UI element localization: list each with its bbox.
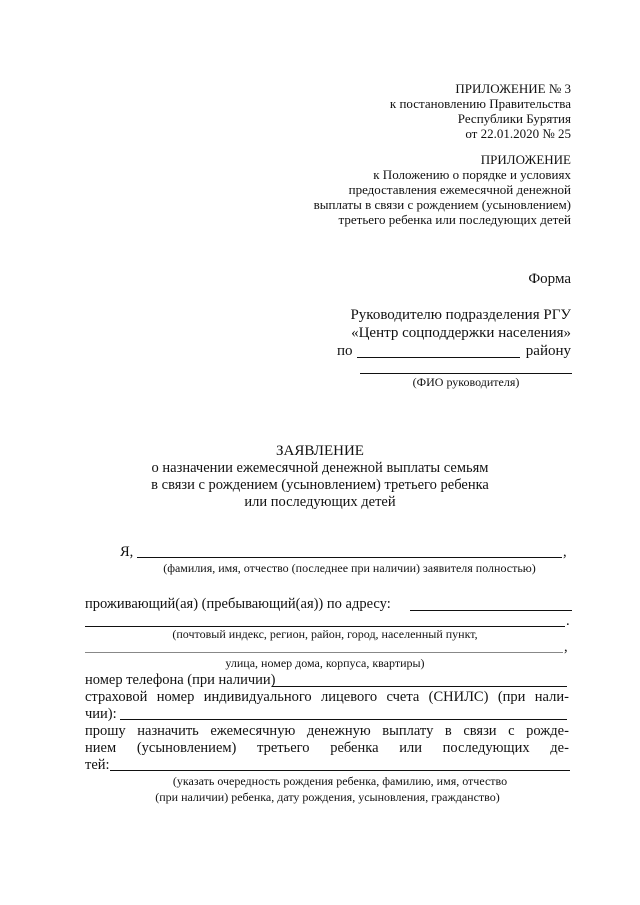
snils-word: счета — [386, 689, 420, 705]
request-word: рожде- — [526, 723, 569, 739]
phone-label: номер телефона (при наличии) — [85, 672, 276, 688]
street-hint: улица, номер дома, корпуса, квартиры) — [225, 656, 425, 670]
applicant-name-field[interactable] — [137, 557, 562, 558]
phone-field[interactable] — [272, 686, 567, 687]
head-name-field[interactable] — [360, 373, 572, 374]
appendix3-line1: ПРИЛОЖЕНИЕ № 3 — [455, 81, 571, 96]
dot: . — [566, 613, 570, 629]
appendix3-line2: к постановлению Правительства — [389, 96, 571, 111]
snils-word: нали- — [534, 689, 569, 705]
appendix-line5: третьего ребенка или последующих детей — [338, 212, 571, 227]
comma: , — [563, 544, 567, 560]
appendix-line1: ПРИЛОЖЕНИЕ — [480, 152, 571, 167]
addressee-po: по — [337, 343, 353, 359]
addressee-line2: «Центр соцподдержки населения» — [351, 325, 571, 341]
snils-field[interactable] — [120, 719, 567, 720]
ya-label: Я, — [120, 544, 134, 560]
snils-word: лицевого — [321, 689, 378, 705]
children-field[interactable] — [110, 770, 570, 771]
request-word: ребенка — [330, 740, 379, 756]
head-name-hint: (ФИО руководителя) — [412, 375, 520, 389]
request-line1 — [85, 724, 569, 739]
request-word: выплату — [382, 723, 434, 739]
request-word: де- — [550, 740, 569, 756]
addressee-line1: Руководителю подразделения РГУ — [350, 307, 571, 323]
document-title: ЗАЯВЛЕНИЕ — [276, 443, 364, 459]
request-word: нием — [85, 740, 117, 756]
request-word: третьего — [257, 740, 310, 756]
request-word: последующих — [442, 740, 530, 756]
request-word: назначить — [137, 723, 199, 739]
request-word: прошу — [85, 723, 126, 739]
appendix3-line4: от 22.01.2020 № 25 — [465, 126, 571, 141]
appendix-line3: предоставления ежемесячной денежной — [348, 182, 571, 197]
snils-word: индивидуального — [203, 689, 312, 705]
request-word: связи — [463, 723, 497, 739]
appendix3-line3: Республики Бурятия — [457, 111, 571, 126]
snils-word: номер — [156, 689, 195, 705]
request-word: в — [444, 723, 452, 739]
district-field[interactable] — [357, 357, 520, 358]
snils-cont: чии): — [85, 706, 117, 722]
children-hint-2: (при наличии) ребенка, дату рождения, усыновления, гражданство) — [155, 790, 500, 804]
snils-word: (при — [497, 689, 526, 705]
title-line3: или последующих детей — [244, 494, 396, 510]
appendix-line4: выплаты в связи с рождением (усыновлением) — [313, 197, 571, 212]
appendix-line2: к Положению о порядке и условиях — [373, 167, 571, 182]
snils-word: (СНИЛС) — [428, 689, 489, 705]
snils-word: страховой — [85, 689, 148, 705]
request-word: ежемесячную — [210, 723, 296, 739]
request-word: денежную — [306, 723, 371, 739]
addressee-district: району — [525, 343, 571, 359]
address-label: проживающий(ая) (пребывающий(ая)) по адресу: — [85, 596, 391, 612]
applicant-name-hint: (фамилия, имя, отчество (последнее при наличии) заявителя полностью) — [163, 561, 536, 575]
children-label: тей: — [85, 757, 110, 773]
children-hint-1: (указать очередность рождения ребенка, фамилию, имя, отчество — [172, 774, 508, 788]
request-line2 — [85, 741, 569, 756]
title-line2: в связи с рождением (усыновлением) третьего ребенка — [151, 477, 489, 493]
address-field-1[interactable] — [410, 610, 572, 611]
form-label: Форма — [528, 271, 571, 287]
address-hint: (почтовый индекс, регион, район, город, населенный пункт, — [172, 627, 478, 641]
address-field-3[interactable] — [85, 652, 563, 653]
snils-line — [85, 690, 569, 705]
comma-2: , — [564, 639, 568, 655]
request-word: (усыновлением) — [136, 740, 237, 756]
request-word: или — [399, 740, 422, 756]
title-line1: о назначении ежемесячной денежной выплаты семьям — [151, 460, 489, 476]
request-word: с — [508, 723, 515, 739]
